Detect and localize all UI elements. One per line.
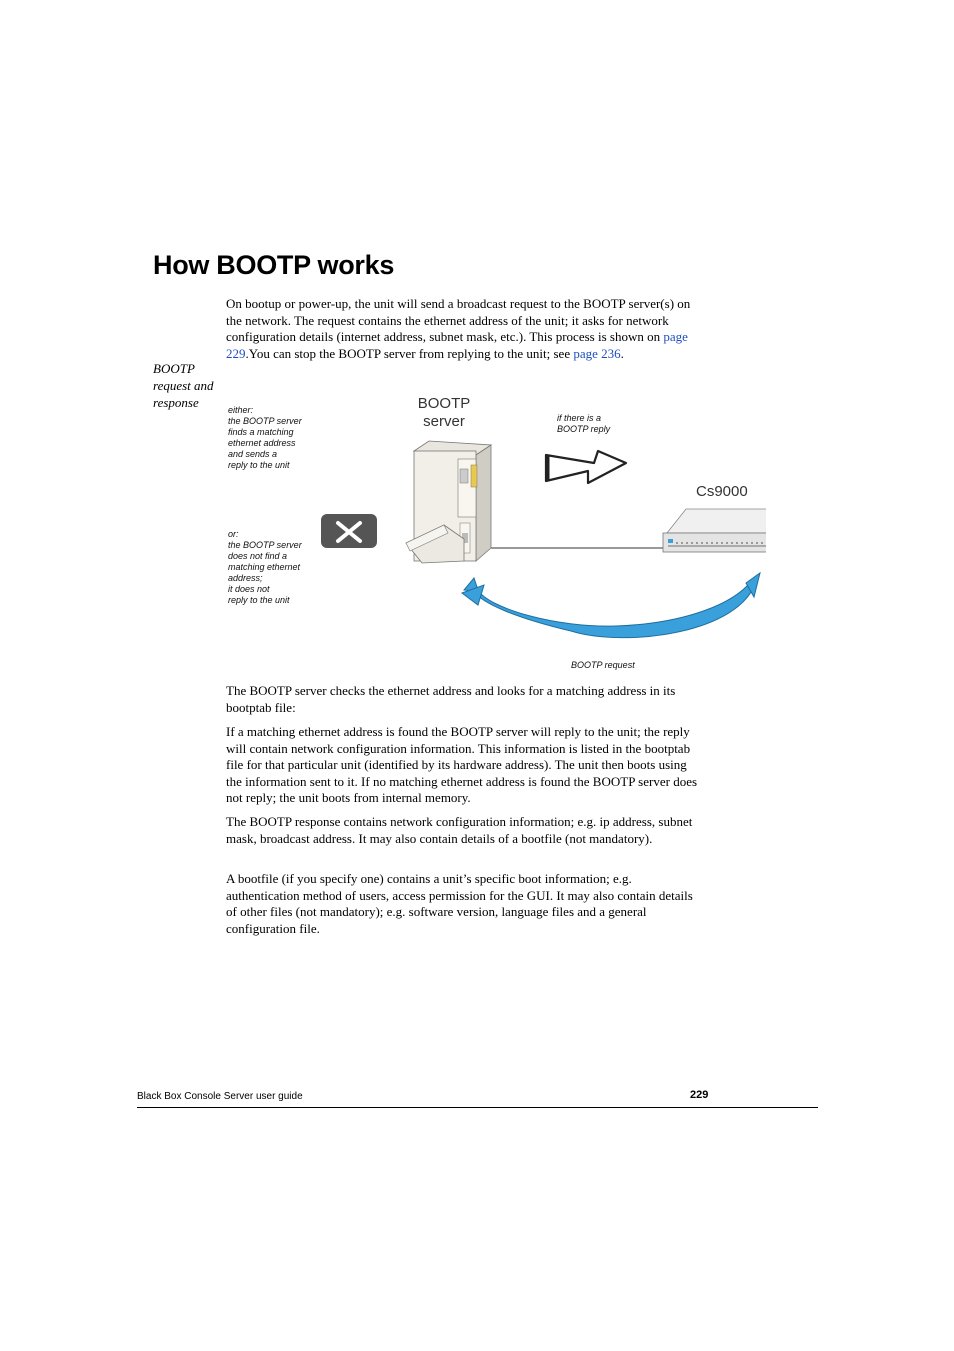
intro-text-1: On bootup or power-up, the unit will send a broadcast request to the BOOTP server(s) on the network. The request contains the ethernet address of the unit; it asks for network configuration details (internet address, subnet mask, etc.). This process is shown on [226, 296, 691, 344]
page-229-link[interactable]: page 229 [226, 329, 688, 361]
page-236-link[interactable]: page 236 [573, 345, 621, 361]
paragraph-2: If a matching ethernet address is found the BOOTP server will reply to the unit; the reply will contain network configuration information. This information is listed in the bootptab file for that particular unit (identified by its hardware address). The unit then boots using the information sent to it. If no matching ethernet address is found the BOOTP server does not reply; the unit boots from internal memory. [226, 724, 698, 805]
request-arrow-icon [462, 573, 760, 638]
page-heading: How BOOTP works [153, 250, 395, 280]
unit-label: Cs9000 [696, 483, 748, 500]
reply-arrow-icon [546, 451, 626, 483]
paragraph-3: The BOOTP response contains network configuration information; e.g. ip address, subnet mask, broadcast address. It may also contain details of a bootfile (not mandatory). [226, 814, 693, 846]
reply-label: if there is a BOOTP reply [557, 413, 611, 434]
server-label: BOOTP server [417, 395, 471, 430]
paragraph-4: A bootfile (if you specify one) contains a unit’s specific boot information; e.g. authentication method of users, access permission for the GUI. It may also contain details of other files (not mandatory); e.g. software version, language files and a general configuration file. [226, 871, 693, 936]
paragraph-1: The BOOTP server checks the ethernet address and looks for a matching address in its bootptab file: [226, 683, 676, 715]
footer-title: Black Box Console Server user guide [137, 1091, 303, 1102]
figure-side-caption: BOOTP request and response [153, 361, 214, 410]
server-icon [406, 441, 491, 563]
intro-paragraph [226, 296, 704, 362]
footer-rule [137, 1107, 818, 1108]
bootp-diagram [226, 393, 766, 678]
intro-text-3: . [620, 345, 624, 361]
footer-page-number: 229 [690, 1089, 709, 1101]
console-server-icon [663, 509, 766, 552]
or-annotation: or: the BOOTP server does not find a matching ethernet address; it does not reply to the unit [228, 529, 302, 605]
diagram-graphics [226, 393, 766, 678]
request-label: BOOTP request [571, 660, 635, 670]
no-reply-x-icon [321, 514, 377, 548]
either-annotation: either: the BOOTP server finds a matching ethernet address and sends a reply to the unit [228, 405, 302, 470]
intro-text-2: .You can stop the BOOTP server from replying to the unit; see [245, 345, 574, 361]
